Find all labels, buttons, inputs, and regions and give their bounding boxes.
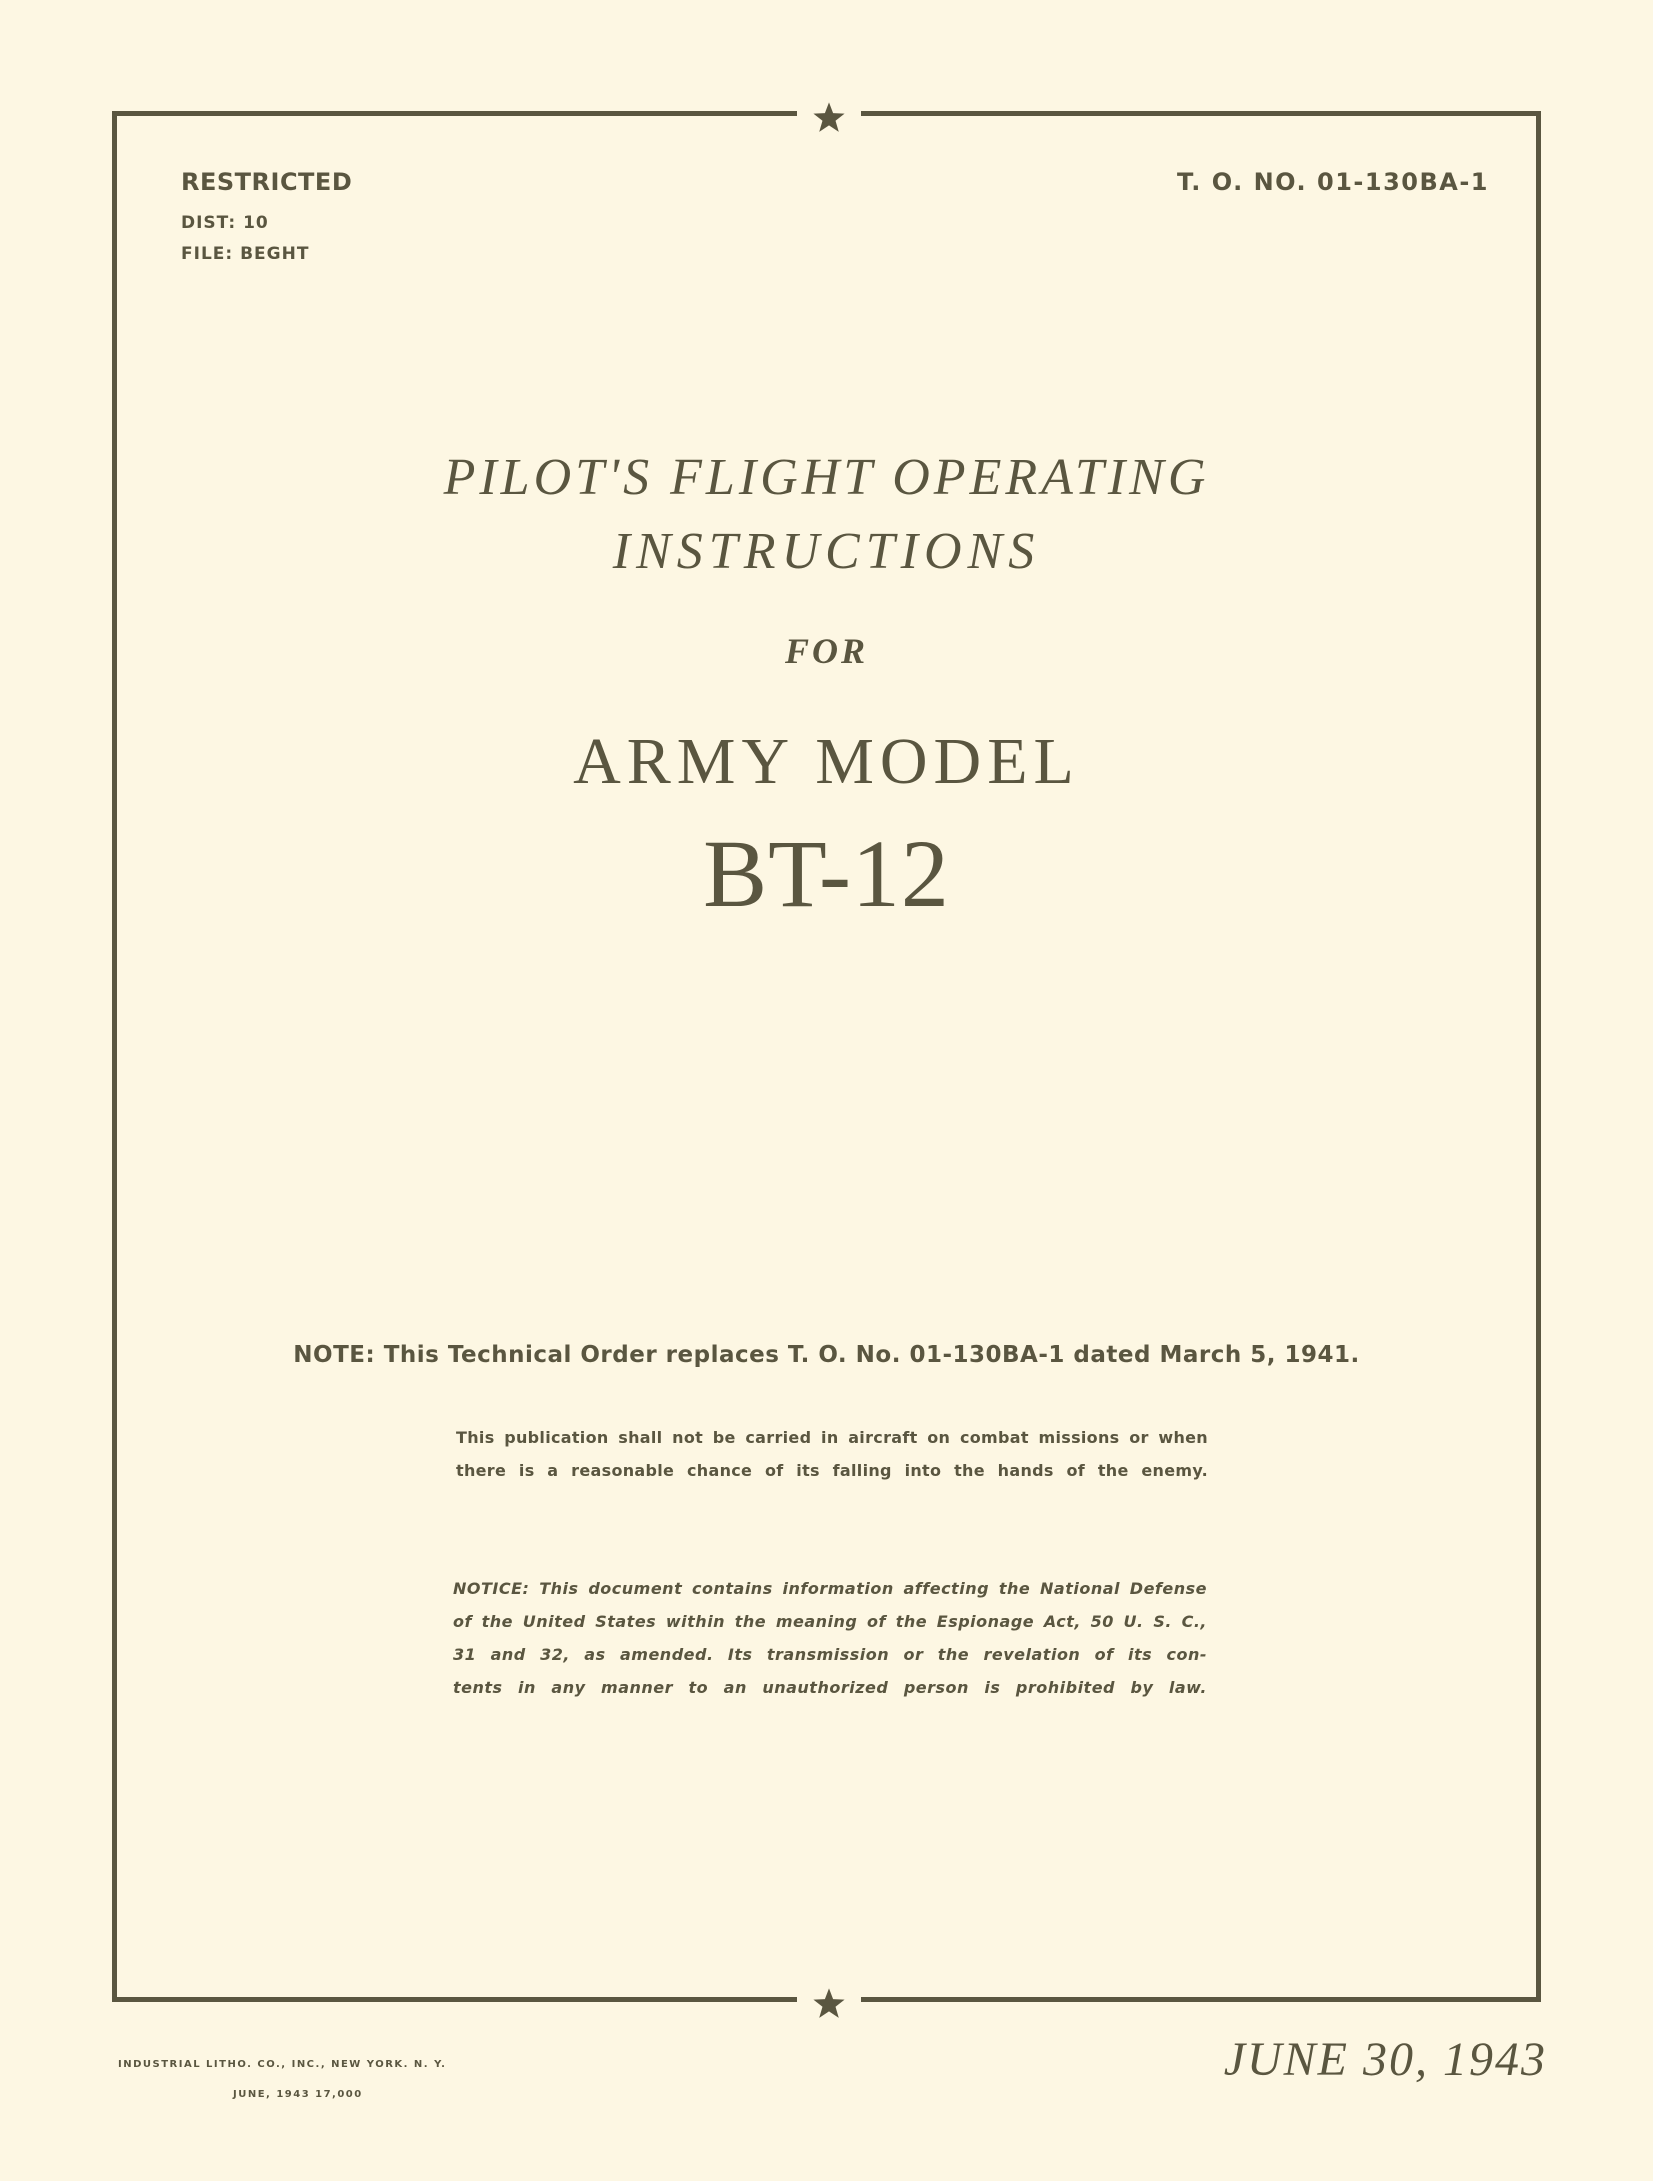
model-number: BT-12 <box>703 820 950 927</box>
notice-line: of the United States within the meaning of the Espionage Act, 50 U. S. C., <box>453 1612 1207 1631</box>
espionage-notice <box>453 1572 1207 1704</box>
bottom-star-icon <box>797 1984 861 2024</box>
publication-warning-line: there is a reasonable chance of its falling into the hands of the enemy. <box>456 1461 1208 1480</box>
notice-line: 31 and 32, as amended. Its transmission or the revelation of its con- <box>453 1645 1207 1664</box>
army-model-heading: ARMY MODEL <box>573 725 1080 798</box>
publication-warning-line: This publication shall not be carried in aircraft on combat missions or when <box>456 1428 1208 1447</box>
notice-line: NOTICE: This document contains information affecting the National Defense <box>453 1579 1207 1598</box>
notice-line: tents in any manner to an unauthorized person is prohibited by law. <box>453 1678 1207 1697</box>
replacement-note: NOTE: This Technical Order replaces T. O. No. 01-130BA-1 dated March 5, 1941. <box>293 1342 1360 1368</box>
publication-warning <box>456 1421 1208 1487</box>
star-icon <box>812 1987 846 2021</box>
print-run-imprint: JUNE, 1943 17,000 <box>233 2089 363 2100</box>
distribution-label: DIST: 10 <box>181 213 269 233</box>
star-icon <box>812 101 846 135</box>
classification-label: RESTRICTED <box>181 168 353 196</box>
technical-order-number: T. O. NO. 01-130BA-1 <box>1177 168 1489 196</box>
printer-imprint: INDUSTRIAL LITHO. CO., INC., NEW YORK. N. Y. <box>118 2059 447 2070</box>
file-label: FILE: BEGHT <box>181 244 310 264</box>
title-line-1: PILOT'S FLIGHT OPERATING <box>443 449 1210 506</box>
publication-date: JUNE 30, 1943 <box>1223 2033 1547 2086</box>
title-line-2: INSTRUCTIONS <box>612 523 1041 580</box>
title-for: FOR <box>784 631 869 671</box>
page-border-frame <box>112 111 1541 2002</box>
top-star-icon <box>797 98 861 138</box>
